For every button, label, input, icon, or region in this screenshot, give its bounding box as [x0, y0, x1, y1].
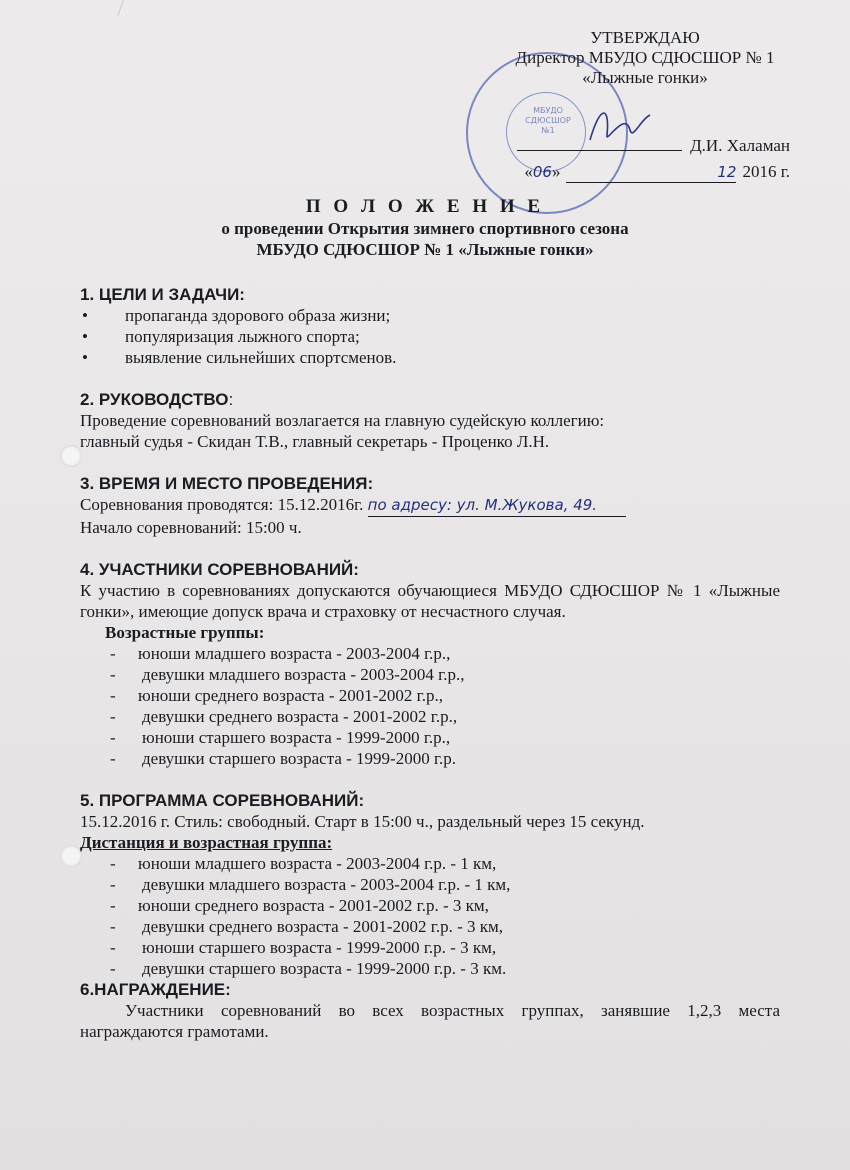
approval-heading: УТВЕРЖДАЮ: [590, 28, 700, 47]
section-participants: [80, 559, 780, 769]
section-heading: 6.НАГРАЖДЕНИЕ:: [80, 980, 231, 999]
approval-block: [480, 28, 810, 183]
age-groups-title: Возрастные группы:: [105, 623, 265, 642]
list-item: • выявление сильнейших спортсменов.: [80, 347, 780, 368]
document-body: [80, 284, 780, 1042]
list-item: - девушки среднего возраста - 2001-2002 г.р.,: [80, 706, 780, 727]
distance-list: [80, 853, 780, 979]
handwritten-address: по адресу: ул. М.Жукова, 49.: [367, 496, 598, 514]
date-year: 2016 г.: [742, 162, 790, 181]
section-awards: [80, 979, 780, 1042]
section-heading: 5. ПРОГРАММА СОРЕВНОВАНИЙ:: [80, 791, 365, 810]
approval-position: Директор МБУДО СДЮСШОР № 1: [515, 48, 775, 67]
section-management: [80, 389, 780, 452]
list-item: - юноши младшего возраста - 2003-2004 г.р.,: [80, 643, 780, 664]
title-line-1: П О Л О Ж Е Н И Е: [305, 196, 545, 217]
paragraph: Проведение соревнований возлагается на главную судейскую коллегию:: [80, 411, 605, 430]
title-line-3: МБУДО СДЮСШОР № 1 «Лыжные гонки»: [256, 240, 594, 259]
list-item: • популяризация лыжного спорта;: [80, 326, 780, 347]
list-item: - юноши старшего возраста - 1999-2000 г.р. - 3 км,: [80, 937, 780, 958]
paragraph: Начало соревнований: 15:00 ч.: [80, 518, 302, 537]
section-heading: 1. ЦЕЛИ И ЗАДАЧИ:: [80, 285, 245, 304]
paragraph: Участники соревнований во всех возрастных группах, занявшие 1,2,3 места награждаются грамотами.: [80, 1001, 780, 1041]
approval-org: «Лыжные гонки»: [582, 68, 708, 87]
list-item: - девушки младшего возраста - 2003-2004 г.р.,: [80, 664, 780, 685]
list-item: • пропаганда здорового образа жизни;: [80, 305, 780, 326]
paragraph: К участию в соревнованиях допускаются обучающиеся МБУДО СДЮСШОР № 1 «Лыжные гонки», имеющие допуск врача и страховку от несчастного случая.: [80, 581, 780, 621]
stamp-center-text: МБУДО СДЮСШОР №1: [525, 106, 571, 135]
date-quote-close: »: [551, 162, 561, 181]
paper-crease: [117, 0, 133, 19]
section-heading-text: 2. РУКОВОДСТВО: [80, 390, 229, 409]
date-month-line: [566, 162, 736, 183]
list-item: - юноши старшего возраста - 1999-2000 г.р.,: [80, 727, 780, 748]
approval-signature-row: [480, 136, 810, 156]
date-month: 12: [717, 163, 737, 181]
binder-hole-bottom: [60, 845, 82, 867]
document-title: [0, 196, 850, 260]
approval-signer: Д.И. Халаман: [690, 136, 790, 155]
list-item: - юноши среднего возраста - 2001-2002 г.р. - 3 км,: [80, 895, 780, 916]
age-groups-list: [80, 643, 780, 769]
list-item: - девушки среднего возраста - 2001-2002 г.р. - 3 км,: [80, 916, 780, 937]
title-line-2: о проведении Открытия зимнего спортивного сезона: [221, 219, 629, 238]
paragraph: 15.12.2016 г. Стиль: свободный. Старт в 15:00 ч., раздельный через 15 секунд.: [80, 812, 645, 831]
section-program: [80, 790, 780, 979]
list-item: - юноши среднего возраста - 2001-2002 г.р.,: [80, 685, 780, 706]
binder-hole-top: [60, 445, 82, 467]
distance-subtitle: Дистанция и возрастная группа:: [80, 833, 333, 852]
section-heading: [80, 389, 780, 410]
goals-list: [80, 305, 780, 368]
signature-line: [517, 150, 682, 151]
paragraph: [80, 494, 780, 517]
section-heading: 3. ВРЕМЯ И МЕСТО ПРОВЕДЕНИЯ:: [80, 474, 374, 493]
paragraph: главный судья - Скидан Т.В., главный секретарь - Проценко Л.Н.: [80, 432, 550, 451]
section-time-place: [80, 473, 780, 538]
list-item: - юноши младшего возраста - 2003-2004 г.р. - 1 км,: [80, 853, 780, 874]
list-item: - девушки старшего возраста - 1999-2000 г.р.: [80, 748, 780, 769]
list-item: - девушки старшего возраста - 1999-2000 г.р. - 3 км.: [80, 958, 780, 979]
list-item: - девушки младшего возраста - 2003-2004 г.р. - 1 км,: [80, 874, 780, 895]
address-line: [368, 494, 626, 517]
date-day: 06: [532, 163, 552, 181]
date-quote-open: «: [524, 162, 533, 181]
section-heading: 4. УЧАСТНИКИ СОРЕВНОВАНИЙ:: [80, 560, 359, 579]
heading-colon: :: [228, 390, 234, 409]
approval-date-row: [480, 162, 810, 183]
date-text: Соревнования проводятся: 15.12.2016г.: [80, 495, 364, 514]
section-goals: [80, 284, 780, 368]
